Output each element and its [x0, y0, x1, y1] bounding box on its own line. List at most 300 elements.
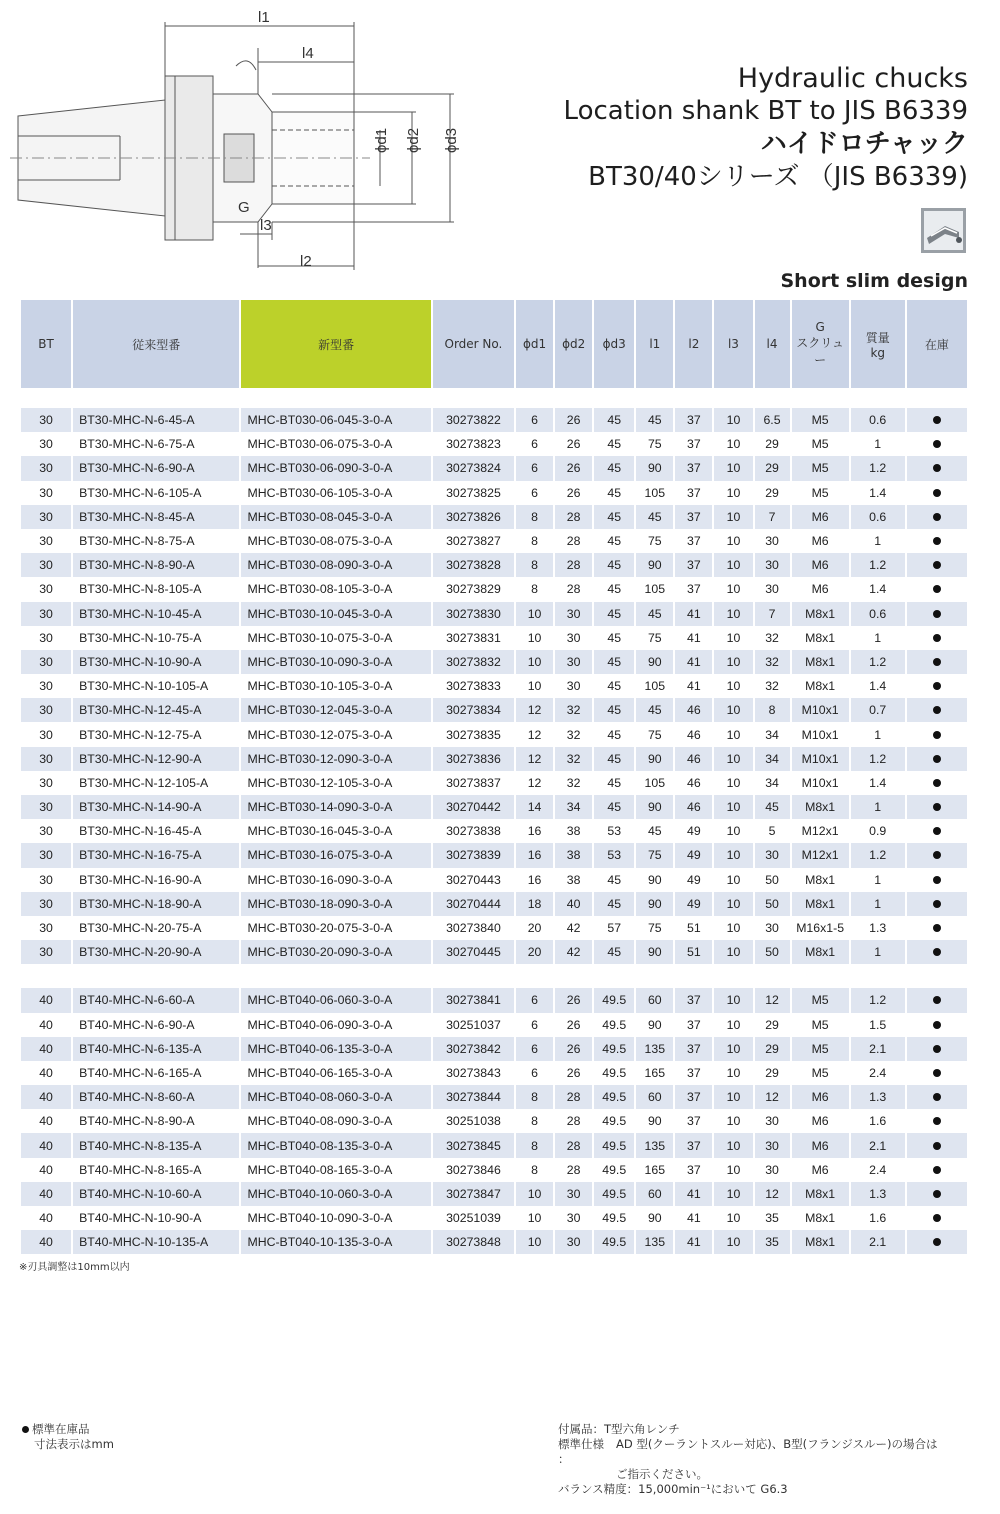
in-stock-icon: [933, 1045, 941, 1053]
cell-stock: [907, 1182, 967, 1206]
cell-l3: 10: [714, 819, 752, 843]
cell-d2: 38: [555, 868, 592, 892]
cell-l1: 135: [636, 1037, 673, 1061]
cell-l3: 10: [714, 674, 752, 698]
cell-stock: [907, 408, 967, 432]
cell-l1: 75: [636, 916, 673, 940]
cell-d1: 6: [516, 456, 553, 480]
cell-new-model: MHC-BT030-18-090-3-0-A: [241, 892, 430, 916]
cell-old-model: BT30-MHC-N-12-45-A: [73, 698, 239, 722]
cell-l3: 10: [714, 747, 752, 771]
table-row: [21, 1182, 967, 1206]
cell-order-no: 30273829: [433, 577, 514, 601]
cell-d1: 8: [516, 1085, 553, 1109]
cell-mass: 2.1: [851, 1037, 905, 1061]
cell-old-model: BT30-MHC-N-8-105-A: [73, 577, 239, 601]
cell-l2: 49: [675, 819, 712, 843]
cell-l3: 10: [714, 432, 752, 456]
cell-new-model: MHC-BT030-06-075-3-0-A: [241, 432, 430, 456]
cell-g-screw: M16x1-5: [792, 916, 849, 940]
label-l2: l2: [300, 253, 312, 270]
cell-l3: 10: [714, 408, 752, 432]
cell-l1: 135: [636, 1230, 673, 1254]
cell-l1: 45: [636, 698, 673, 722]
cell-l3: 10: [714, 577, 752, 601]
cell-order-no: 30273823: [433, 432, 514, 456]
accessory-value: T型六角レンチ: [604, 1422, 680, 1436]
cell-l2: 37: [675, 1133, 712, 1157]
cell-mass: 2.4: [851, 1158, 905, 1182]
coolant-through-icon: [921, 208, 966, 253]
cell-stock: [907, 988, 967, 1012]
header-bt: BT: [21, 300, 71, 388]
cell-l1: 60: [636, 1182, 673, 1206]
cell-bt: 40: [21, 1061, 71, 1085]
cell-d3: 45: [594, 868, 634, 892]
cell-l1: 45: [636, 408, 673, 432]
cell-new-model: MHC-BT030-16-090-3-0-A: [241, 868, 430, 892]
cell-d1: 16: [516, 819, 553, 843]
cell-d2: 28: [555, 553, 592, 577]
cell-d1: 12: [516, 698, 553, 722]
cell-l3: 10: [714, 868, 752, 892]
cell-l4: 32: [755, 626, 790, 650]
cell-new-model: MHC-BT040-08-090-3-0-A: [241, 1109, 430, 1133]
cell-l1: 90: [636, 747, 673, 771]
cell-l2: 37: [675, 577, 712, 601]
cell-l4: 30: [755, 916, 790, 940]
cell-l3: 10: [714, 456, 752, 480]
cell-g-screw: M5: [792, 408, 849, 432]
cell-l4: 30: [755, 1158, 790, 1182]
cell-g-screw: M6: [792, 1109, 849, 1133]
cell-d3: 49.5: [594, 1230, 634, 1254]
cell-l2: 41: [675, 1182, 712, 1206]
cell-g-screw: M8x1: [792, 650, 849, 674]
cell-d1: 20: [516, 916, 553, 940]
cell-d1: 18: [516, 892, 553, 916]
cell-mass: 1.2: [851, 456, 905, 480]
cell-bt: 30: [21, 650, 71, 674]
cell-d3: 45: [594, 626, 634, 650]
table-row: [21, 505, 967, 529]
cell-l1: 75: [636, 626, 673, 650]
cell-d2: 30: [555, 602, 592, 626]
cell-bt: 30: [21, 892, 71, 916]
cell-new-model: MHC-BT030-10-090-3-0-A: [241, 650, 430, 674]
cell-order-no: 30273838: [433, 819, 514, 843]
cell-mass: 0.7: [851, 698, 905, 722]
cell-old-model: BT30-MHC-N-16-75-A: [73, 843, 239, 867]
cell-stock: [907, 529, 967, 553]
table-row: [21, 1206, 967, 1230]
cell-bt: 40: [21, 1037, 71, 1061]
cell-new-model: MHC-BT030-20-075-3-0-A: [241, 916, 430, 940]
cell-l3: 10: [714, 1109, 752, 1133]
cell-l4: 7: [755, 602, 790, 626]
cell-d1: 8: [516, 553, 553, 577]
in-stock-icon: [933, 537, 941, 545]
cell-d2: 26: [555, 1013, 592, 1037]
in-stock-icon: [933, 561, 941, 569]
cell-mass: 1.2: [851, 988, 905, 1012]
cell-old-model: BT40-MHC-N-8-135-A: [73, 1133, 239, 1157]
cell-bt: 40: [21, 1133, 71, 1157]
cell-d1: 10: [516, 674, 553, 698]
cell-l4: 12: [755, 988, 790, 1012]
cell-old-model: BT30-MHC-N-12-75-A: [73, 722, 239, 746]
cell-g-screw: M8x1: [792, 626, 849, 650]
legend: [22, 1422, 114, 1452]
in-stock-icon: [933, 948, 941, 956]
cell-d1: 10: [516, 602, 553, 626]
cell-d3: 49.5: [594, 1182, 634, 1206]
cell-d2: 34: [555, 795, 592, 819]
cell-new-model: MHC-BT030-06-105-3-0-A: [241, 481, 430, 505]
cell-mass: 1.5: [851, 1013, 905, 1037]
cell-l2: 49: [675, 868, 712, 892]
cell-d3: 45: [594, 892, 634, 916]
cell-g-screw: M10x1: [792, 722, 849, 746]
table-row: [21, 940, 967, 964]
cell-mass: 1: [851, 892, 905, 916]
cell-l2: 41: [675, 650, 712, 674]
standard-line2: ご指示ください。: [616, 1467, 708, 1481]
cell-mass: 1: [851, 529, 905, 553]
cell-order-no: 30273847: [433, 1182, 514, 1206]
cell-stock: [907, 1206, 967, 1230]
cell-l4: 7: [755, 505, 790, 529]
cell-order-no: 30273837: [433, 771, 514, 795]
cell-l1: 135: [636, 1133, 673, 1157]
cell-l4: 30: [755, 843, 790, 867]
cell-g-screw: M12x1: [792, 819, 849, 843]
cell-stock: [907, 1158, 967, 1182]
cell-bt: 30: [21, 843, 71, 867]
cell-d1: 6: [516, 1037, 553, 1061]
cell-l4: 45: [755, 795, 790, 819]
cell-d3: 45: [594, 795, 634, 819]
table-row: [21, 456, 967, 480]
cell-d2: 28: [555, 1158, 592, 1182]
cell-mass: 1.4: [851, 577, 905, 601]
cell-new-model: MHC-BT030-08-045-3-0-A: [241, 505, 430, 529]
table-row: [21, 988, 967, 1012]
label-d2: ϕd2: [405, 127, 422, 153]
cell-order-no: 30251037: [433, 1013, 514, 1037]
cell-stock: [907, 1109, 967, 1133]
cell-d1: 8: [516, 1109, 553, 1133]
cell-d3: 45: [594, 698, 634, 722]
cell-old-model: BT30-MHC-N-20-90-A: [73, 940, 239, 964]
cell-bt: 40: [21, 1230, 71, 1254]
cell-old-model: BT30-MHC-N-16-45-A: [73, 819, 239, 843]
cell-l4: 32: [755, 674, 790, 698]
cell-l3: 10: [714, 1206, 752, 1230]
table-row: [21, 1133, 967, 1157]
cell-g-screw: M6: [792, 505, 849, 529]
cell-l4: 5: [755, 819, 790, 843]
cell-stock: [907, 1037, 967, 1061]
in-stock-icon: [933, 996, 941, 1004]
header-d1: ϕd1: [516, 300, 553, 388]
table-row: [21, 722, 967, 746]
cell-l4: 29: [755, 1061, 790, 1085]
cell-d3: 49.5: [594, 1109, 634, 1133]
cell-stock: [907, 868, 967, 892]
cell-d1: 10: [516, 1230, 553, 1254]
label-l4: l4: [302, 45, 314, 62]
cell-g-screw: M5: [792, 432, 849, 456]
in-stock-icon: [933, 464, 941, 472]
cell-l1: 45: [636, 505, 673, 529]
header-l4: l4: [755, 300, 790, 388]
cell-new-model: MHC-BT030-12-090-3-0-A: [241, 747, 430, 771]
cell-d1: 10: [516, 1182, 553, 1206]
cell-d3: 45: [594, 771, 634, 795]
cell-l4: 29: [755, 1037, 790, 1061]
in-stock-icon: [933, 489, 941, 497]
cell-old-model: BT40-MHC-N-10-90-A: [73, 1206, 239, 1230]
cell-d3: 45: [594, 602, 634, 626]
in-stock-icon: [933, 634, 941, 642]
cell-l4: 30: [755, 1133, 790, 1157]
cell-d2: 28: [555, 529, 592, 553]
cell-d3: 49.5: [594, 1037, 634, 1061]
standard-label: 標準仕様 ：: [558, 1437, 604, 1466]
cell-l3: 10: [714, 529, 752, 553]
cell-mass: 0.6: [851, 408, 905, 432]
cell-d2: 38: [555, 819, 592, 843]
cell-g-screw: M8x1: [792, 795, 849, 819]
cell-l2: 41: [675, 602, 712, 626]
cell-d2: 32: [555, 698, 592, 722]
in-stock-icon: [933, 706, 941, 714]
cell-l1: 45: [636, 602, 673, 626]
cell-mass: 1: [851, 722, 905, 746]
cell-d1: 8: [516, 1133, 553, 1157]
cell-order-no: 30273840: [433, 916, 514, 940]
cell-new-model: MHC-BT040-06-165-3-0-A: [241, 1061, 430, 1085]
cell-d3: 45: [594, 481, 634, 505]
cell-l1: 60: [636, 1085, 673, 1109]
cell-d3: 45: [594, 408, 634, 432]
cell-bt: 40: [21, 1085, 71, 1109]
cell-new-model: MHC-BT040-08-135-3-0-A: [241, 1133, 430, 1157]
cell-l4: 34: [755, 722, 790, 746]
cell-bt: 30: [21, 819, 71, 843]
cell-l1: 105: [636, 771, 673, 795]
cell-d1: 14: [516, 795, 553, 819]
cell-d1: 8: [516, 529, 553, 553]
cell-order-no: 30273834: [433, 698, 514, 722]
table-row: [21, 602, 967, 626]
cell-bt: 30: [21, 940, 71, 964]
cell-l3: 10: [714, 1061, 752, 1085]
cell-d1: 10: [516, 626, 553, 650]
cell-l4: 6.5: [755, 408, 790, 432]
cell-l1: 105: [636, 674, 673, 698]
cell-g-screw: M5: [792, 1037, 849, 1061]
cell-mass: 1.2: [851, 747, 905, 771]
cell-l2: 37: [675, 1013, 712, 1037]
cell-order-no: 30270443: [433, 868, 514, 892]
cell-order-no: 30273843: [433, 1061, 514, 1085]
cell-g-screw: M8x1: [792, 868, 849, 892]
cell-l1: 90: [636, 456, 673, 480]
cell-d2: 40: [555, 892, 592, 916]
cell-new-model: MHC-BT040-10-060-3-0-A: [241, 1182, 430, 1206]
cell-stock: [907, 650, 967, 674]
table-row: [21, 432, 967, 456]
cell-new-model: MHC-BT040-08-165-3-0-A: [241, 1158, 430, 1182]
cell-order-no: 30270444: [433, 892, 514, 916]
table-row: [21, 1013, 967, 1037]
table-row: [21, 916, 967, 940]
cell-l4: 29: [755, 1013, 790, 1037]
cell-old-model: BT30-MHC-N-16-90-A: [73, 868, 239, 892]
cell-d1: 8: [516, 505, 553, 529]
cell-stock: [907, 505, 967, 529]
cell-d1: 8: [516, 1158, 553, 1182]
cell-d3: 45: [594, 432, 634, 456]
in-stock-icon: [933, 1069, 941, 1077]
cell-l2: 37: [675, 553, 712, 577]
cell-bt: 30: [21, 916, 71, 940]
in-stock-icon: [933, 1238, 941, 1246]
cell-order-no: 30273845: [433, 1133, 514, 1157]
cell-old-model: BT30-MHC-N-8-90-A: [73, 553, 239, 577]
cell-mass: 1: [851, 940, 905, 964]
cell-d2: 26: [555, 1061, 592, 1085]
cell-bt: 30: [21, 456, 71, 480]
cell-l1: 45: [636, 819, 673, 843]
in-stock-icon: [933, 658, 941, 666]
cell-l1: 75: [636, 722, 673, 746]
cell-mass: 1: [851, 795, 905, 819]
cell-old-model: BT40-MHC-N-6-90-A: [73, 1013, 239, 1037]
cell-l3: 10: [714, 892, 752, 916]
cell-stock: [907, 626, 967, 650]
cell-old-model: BT30-MHC-N-6-105-A: [73, 481, 239, 505]
cell-l4: 32: [755, 650, 790, 674]
cell-new-model: MHC-BT030-10-105-3-0-A: [241, 674, 430, 698]
cell-l2: 41: [675, 626, 712, 650]
cell-stock: [907, 1061, 967, 1085]
cell-stock: [907, 843, 967, 867]
cell-order-no: 30273833: [433, 674, 514, 698]
spec-table: [19, 300, 969, 1254]
cell-new-model: MHC-BT030-06-090-3-0-A: [241, 456, 430, 480]
table-row: [21, 771, 967, 795]
cell-new-model: MHC-BT040-06-135-3-0-A: [241, 1037, 430, 1061]
cell-l4: 50: [755, 868, 790, 892]
in-stock-icon: [933, 1021, 941, 1029]
cell-l3: 10: [714, 1230, 752, 1254]
cell-stock: [907, 940, 967, 964]
cell-g-screw: M6: [792, 529, 849, 553]
cell-order-no: 30251038: [433, 1109, 514, 1133]
table-row: [21, 1061, 967, 1085]
cell-l3: 10: [714, 553, 752, 577]
table-row: [21, 795, 967, 819]
table-row: [21, 577, 967, 601]
cell-order-no: 30273831: [433, 626, 514, 650]
cell-mass: 2.1: [851, 1133, 905, 1157]
header-g-screw: G スクリュー: [792, 300, 849, 388]
cell-stock: [907, 698, 967, 722]
cell-l3: 10: [714, 1037, 752, 1061]
cell-l4: 30: [755, 553, 790, 577]
cell-l3: 10: [714, 1085, 752, 1109]
cell-d2: 26: [555, 456, 592, 480]
header-l1: l1: [636, 300, 673, 388]
cell-d3: 45: [594, 650, 634, 674]
cell-l4: 29: [755, 481, 790, 505]
cell-l2: 51: [675, 916, 712, 940]
cell-stock: [907, 722, 967, 746]
cell-old-model: BT30-MHC-N-10-45-A: [73, 602, 239, 626]
cell-d1: 20: [516, 940, 553, 964]
cell-order-no: 30273822: [433, 408, 514, 432]
cell-mass: 1: [851, 626, 905, 650]
cell-l2: 46: [675, 795, 712, 819]
cell-bt: 30: [21, 868, 71, 892]
header-mass: 質量 kg: [851, 300, 905, 388]
cell-l1: 60: [636, 988, 673, 1012]
cell-g-screw: M6: [792, 1085, 849, 1109]
cell-l2: 46: [675, 747, 712, 771]
cell-bt: 40: [21, 988, 71, 1012]
cell-l1: 90: [636, 940, 673, 964]
cell-l4: 34: [755, 747, 790, 771]
header-old-model: 従来型番: [73, 300, 239, 388]
cell-old-model: BT40-MHC-N-6-60-A: [73, 988, 239, 1012]
cell-bt: 30: [21, 481, 71, 505]
cell-new-model: MHC-BT030-14-090-3-0-A: [241, 795, 430, 819]
cell-g-screw: M6: [792, 1158, 849, 1182]
cell-new-model: MHC-BT040-06-090-3-0-A: [241, 1013, 430, 1037]
cell-new-model: MHC-BT040-10-090-3-0-A: [241, 1206, 430, 1230]
cell-stock: [907, 481, 967, 505]
cell-l1: 90: [636, 650, 673, 674]
cell-d1: 10: [516, 1206, 553, 1230]
cell-stock: [907, 577, 967, 601]
cell-d2: 28: [555, 505, 592, 529]
cell-d3: 49.5: [594, 1158, 634, 1182]
cell-old-model: BT30-MHC-N-10-75-A: [73, 626, 239, 650]
cell-old-model: BT40-MHC-N-10-135-A: [73, 1230, 239, 1254]
balance-note: バランス精度：15,000min⁻¹において G6.3: [558, 1482, 788, 1496]
cell-order-no: 30273846: [433, 1158, 514, 1182]
cell-g-screw: M8x1: [792, 892, 849, 916]
design-note: Short slim design: [780, 270, 968, 292]
cell-order-no: 30273826: [433, 505, 514, 529]
table-row: [21, 1085, 967, 1109]
cell-d1: 12: [516, 722, 553, 746]
header-new-model: 新型番: [241, 300, 430, 388]
cell-d2: 28: [555, 577, 592, 601]
cell-l4: 30: [755, 1109, 790, 1133]
cell-d2: 42: [555, 940, 592, 964]
cell-l3: 10: [714, 505, 752, 529]
cell-l2: 37: [675, 1037, 712, 1061]
cell-bt: 30: [21, 408, 71, 432]
cell-l4: 50: [755, 892, 790, 916]
cell-l4: 35: [755, 1230, 790, 1254]
cell-g-screw: M8x1: [792, 940, 849, 964]
table-row: [21, 843, 967, 867]
